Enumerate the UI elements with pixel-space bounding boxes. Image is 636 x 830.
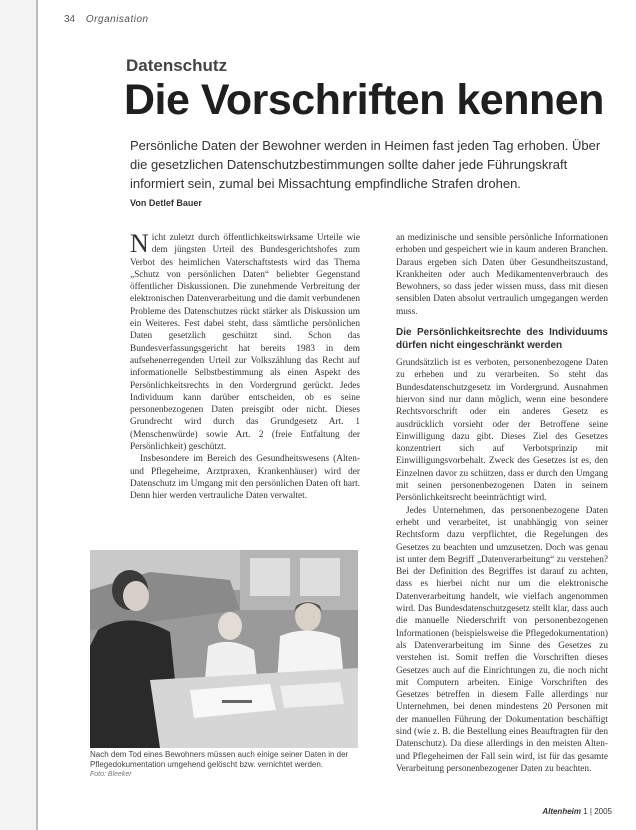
photo-illustration	[90, 550, 358, 748]
page-number: 34	[64, 14, 76, 25]
running-footer	[542, 807, 612, 816]
magazine-name: Altenheim	[542, 807, 581, 816]
body-paragraph: icht zuletzt durch öffentlichkeitswirksame Urteile wie dem jüngsten Urteil des Bundesgerichtshofes zum Verbot des heimlichen Vaterschaftstests wird das Thema „Schutz von persönlichen Daten“ beliebter Gegenstand öffentlicher Diskussionen. Die zunehmende Verbreitung der elektronischen Datenverarbeitung und die damit verbundenen Probleme des Datenschutzes rückt stärker als Diskussion um ein Weiteres. Fest dabei steht, dass sämtliche persönlichen Daten gesetzlich geschützt sind. Schon das Bundesverfassungsgericht hat bereits 1983 in dem aufsehenerregenden Urteil zur Volkszählung das Recht auf informationelle Selbstbestimmung als einen Aspekt des Persönlichkeitsrechts in den Vordergrund gerückt. Jedes Individuum kann darüber entscheiden, ob es seine personenbezogenen Daten preisgibt oder nicht. Dieses Grundrecht wird durch das Grundgesetz Art. 1 (Menschenwürde) sowie Art. 2 (freie Entfaltung der Persönlichkeit) geschützt.	[130, 233, 360, 453]
issue-number: 1 | 2005	[583, 807, 612, 816]
body-paragraph: Insbesondere im Bereich des Gesundheitswesens (Alten- und Pflegeheime, Arztpraxen, Krankenhäuser) wird der Datenschutz im Umgang mit den persönlichen Daten oft hart. Denn hier werden vertrauliche Daten verwaltet.	[130, 454, 360, 502]
body-paragraph: Grundsätzlich ist es verboten, personenbezogene Daten zu erheben und zu verarbeiten. So steht das Bundesdatenschutzgesetz im Vordergrund. Ausnahmen hiervon sind nur dann möglich, wenn eine besondere Rechtsvorschrift oder ein anderes Gesetz es ausdrücklich vorsieht oder der Betroffene seine Einwilligung dazu gibt. Dieses Ziel des Gesetzes konzentriert sich auf Verbotsprinzip mit Einwilligungsvorbehalt. Zweck des Gesetzes ist es, den Einzelnen davor zu schützen, dass er durch den Umgang mit seinen personenbezogenen Daten in seinem Persönlichkeitsrecht beeinträchtigt wird.	[396, 358, 608, 504]
subheading: Die Persönlichkeitsrechte des Individuums dürfen nicht eingeschränkt werden	[396, 327, 608, 352]
article-photo	[90, 550, 358, 748]
body-paragraph: an medizinische und sensible persönliche Informationen erhoben und gespeichert wie in kaum anderen Branchen. Daraus ergeben sich Daten über Gesundheitszustand, Krankheiten oder auch Medikamentenverbrauch des Bewohners, so dass jeder wissen muss, dass mit diesen sensiblen Daten absolut vertraulich umgegangen werden muss.	[396, 233, 608, 317]
body-paragraph: Jedes Unternehmen, das personenbezogene Daten erhebt und verarbeitet, ist unabhängig von seiner Rechtsform dazu verpflichtet, die Regelungen des Gesetzes zu beachten und umzusetzen. Doch was genau ist unter dem Begriff „Datenverarbeitung“ zu verstehen? Bei der Definition des Begriffes ist darauf zu achten, dass es hierbei nicht nur um die elektronische Datenverarbeitung handelt, wie vielfach angenommen wird. Das Bundesdatenschutzgesetz stellt klar, dass auch die manuelle Niederschrift von personenbezogenen Informationen (beispielsweise die Pflegedokumentation) als Datenverarbeitung im Sinne des Gesetzes zu verstehen ist. Somit treffen die Vorschriften dieses Gesetzes auch auf die Einrichtungen zu, die noch nicht mit Computern arbeiten. Einige Vorschriften des Gesetzes betreffen in diesem Falle allerdings nur Unternehmen, bei denen mindestens 20 Personen mit der manuellen Führung der Dokumentation beschäftigt sind (wie z. B. die Bestellung eines Beauftragten für den Datenschutz). Da diese allerdings in den meisten Alten- und Pflegeheimen der Fall sein wird, ist für das gesamte Verarbeitung personenbezogener Daten zu beachten.	[396, 505, 608, 774]
body-column-2	[396, 232, 608, 802]
lead-paragraph: Persönliche Daten der Bewohner werden in Heimen fast jeden Tag erhoben. Über die gesetzlichen Datenschutzbestimmungen sollte daher jede Führungskraft informiert sein, zumal bei Missachtung empfindliche Strafen drohen.	[130, 138, 601, 191]
article-title: Die Vorschriften kennen	[124, 76, 604, 124]
page-binding	[0, 0, 36, 830]
binding-line	[36, 0, 38, 830]
photo-credit: Foto: Bleeker	[90, 771, 132, 778]
drop-cap: N	[130, 232, 149, 258]
photo-caption: Nach dem Tod eines Bewohners müssen auch einige seiner Daten in der Pflegedokumentation umgehend gelöscht bzw. vernichtet werden.	[90, 750, 349, 769]
running-header	[64, 14, 157, 25]
author-byline: Von Detlef Bauer	[130, 198, 202, 208]
kicker: Datenschutz	[126, 56, 228, 75]
section-label: Organisation	[85, 14, 149, 25]
body-column-1	[130, 232, 360, 550]
